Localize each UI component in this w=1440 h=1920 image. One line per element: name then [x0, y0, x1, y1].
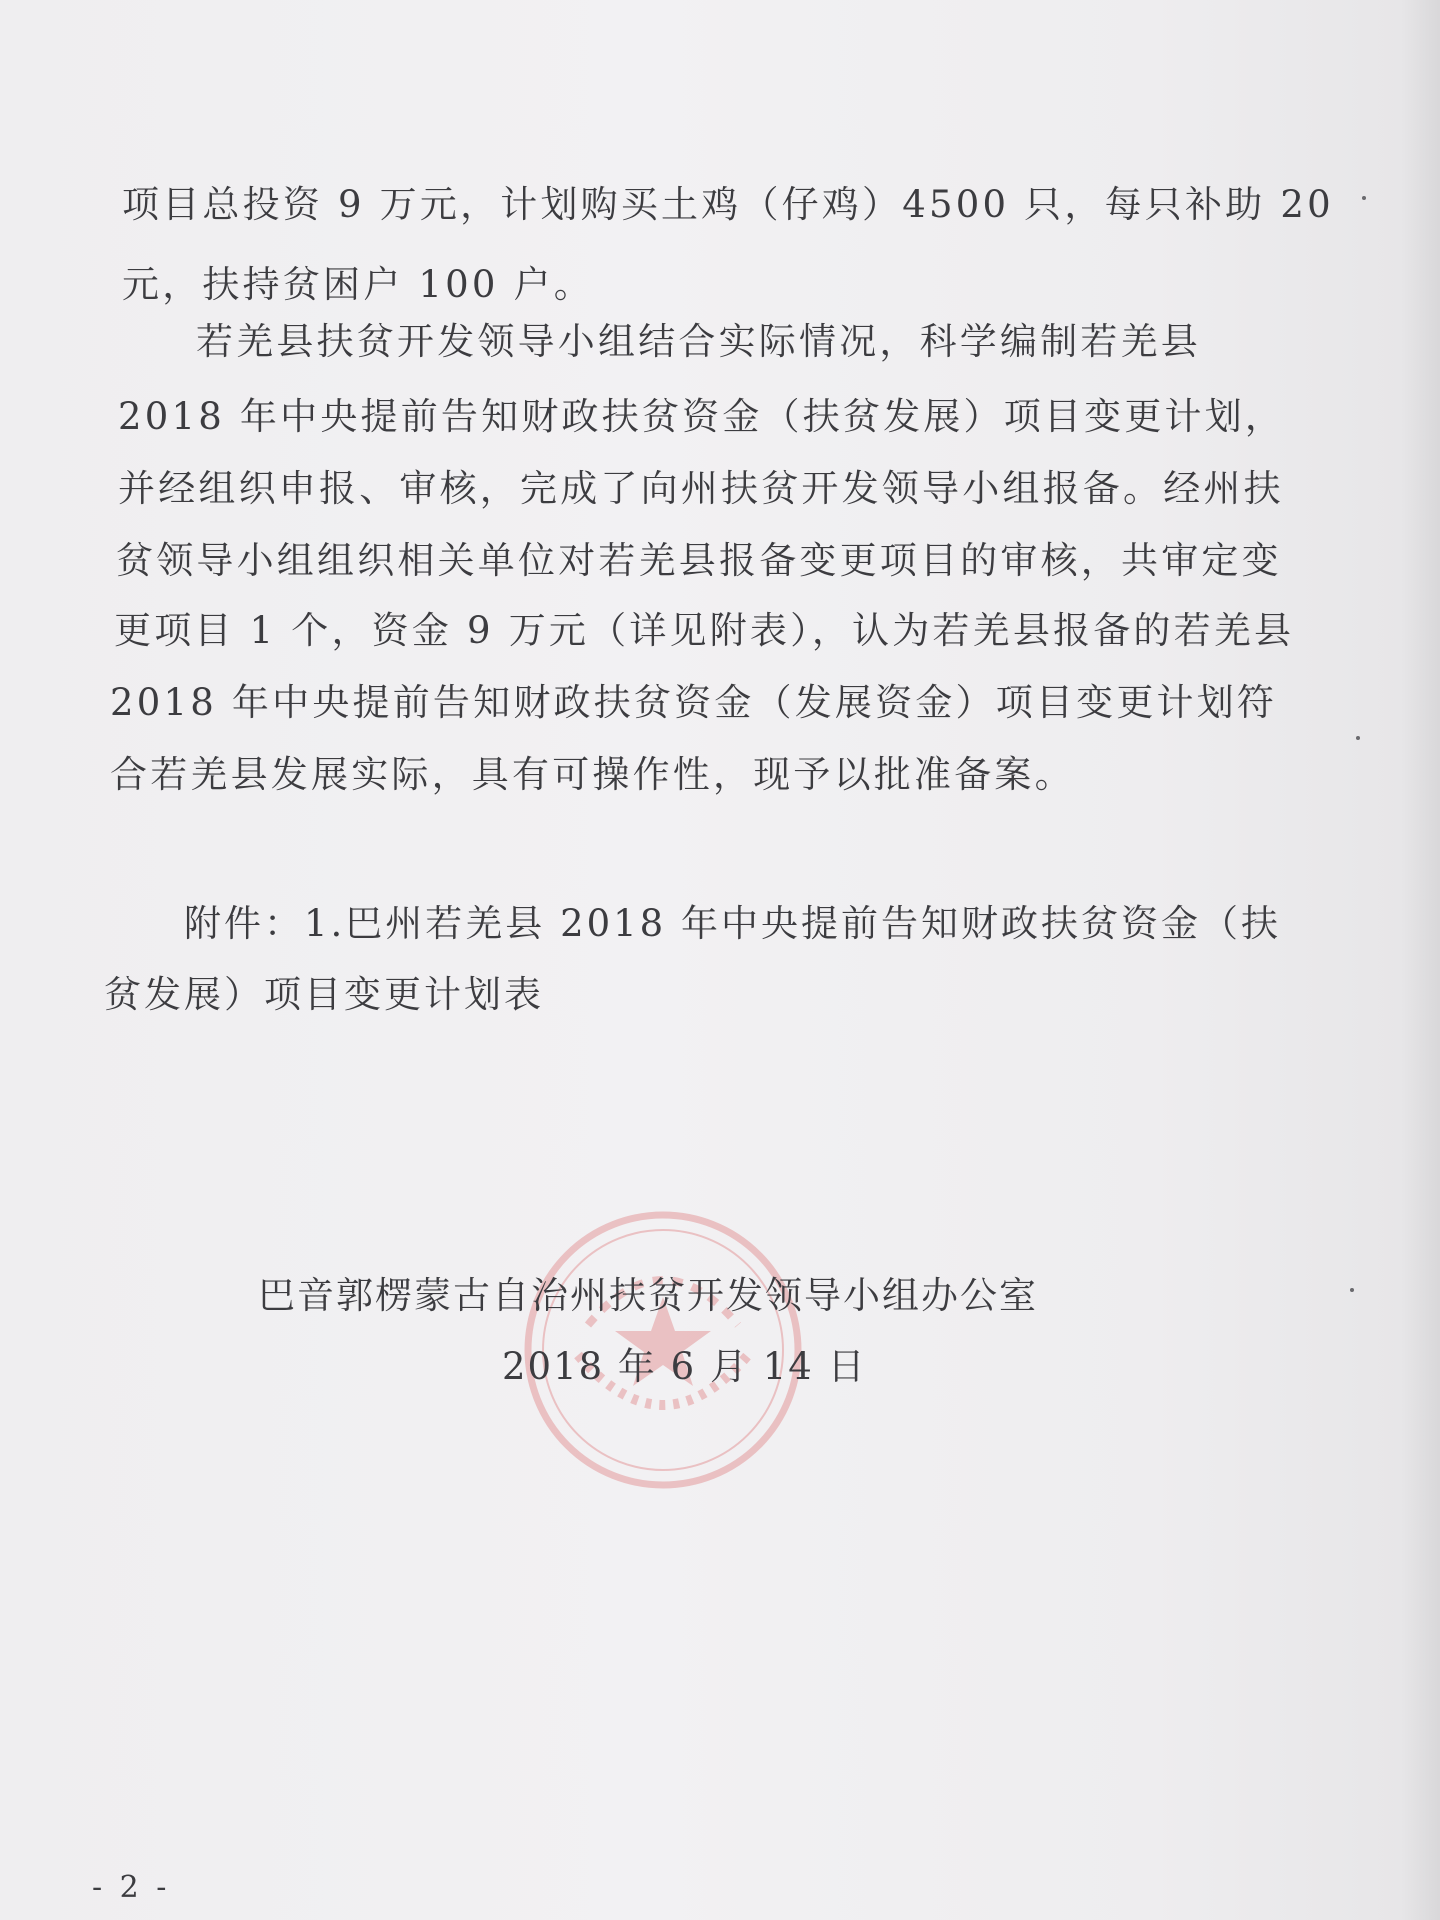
- attachment-line-1: 附件：1.巴州若羌县 2018 年中央提前告知财政扶贫资金（扶: [184, 902, 1281, 945]
- body-line-5: 并经组织申报、审核，完成了向州扶贫开发领导小组报备。经州扶: [118, 467, 1284, 510]
- paper-speck: [1356, 736, 1360, 740]
- body-line-4: 2018 年中央提前告知财政扶贫资金（扶贫发展）项目变更计划，: [118, 395, 1286, 438]
- body-line-2: 元，扶持贫困户 100 户。: [122, 263, 594, 306]
- body-line-1: 项目总投资 9 万元，计划购买土鸡（仔鸡）4500 只，每只补助 20: [122, 183, 1334, 226]
- body-line-7: 更项目 1 个，资金 9 万元（详见附表），认为若羌县报备的若羌县: [114, 609, 1295, 652]
- body-line-8: 2018 年中央提前告知财政扶贫资金（发展资金）项目变更计划符: [110, 681, 1278, 724]
- page-number: - 2 -: [92, 1870, 171, 1905]
- issue-date: 2018 年 6 月 14 日: [502, 1345, 867, 1388]
- body-line-3: 若羌县扶贫开发领导小组结合实际情况，科学编制若羌县: [196, 320, 1201, 363]
- body-line-9: 合若羌县发展实际，具有可操作性，现予以批准备案。: [110, 753, 1075, 796]
- issuing-office: 巴音郭楞蒙古自治州扶贫开发领导小组办公室: [258, 1274, 1038, 1317]
- paper-speck: [1350, 1288, 1354, 1292]
- attachment-line-2: 贫发展）项目变更计划表: [104, 973, 544, 1016]
- page-edge-shadow: [1400, 0, 1440, 1920]
- paper-speck: [1362, 196, 1366, 200]
- body-line-6: 贫领导小组组织相关单位对若羌县报备变更项目的审核，共审定变: [116, 539, 1282, 582]
